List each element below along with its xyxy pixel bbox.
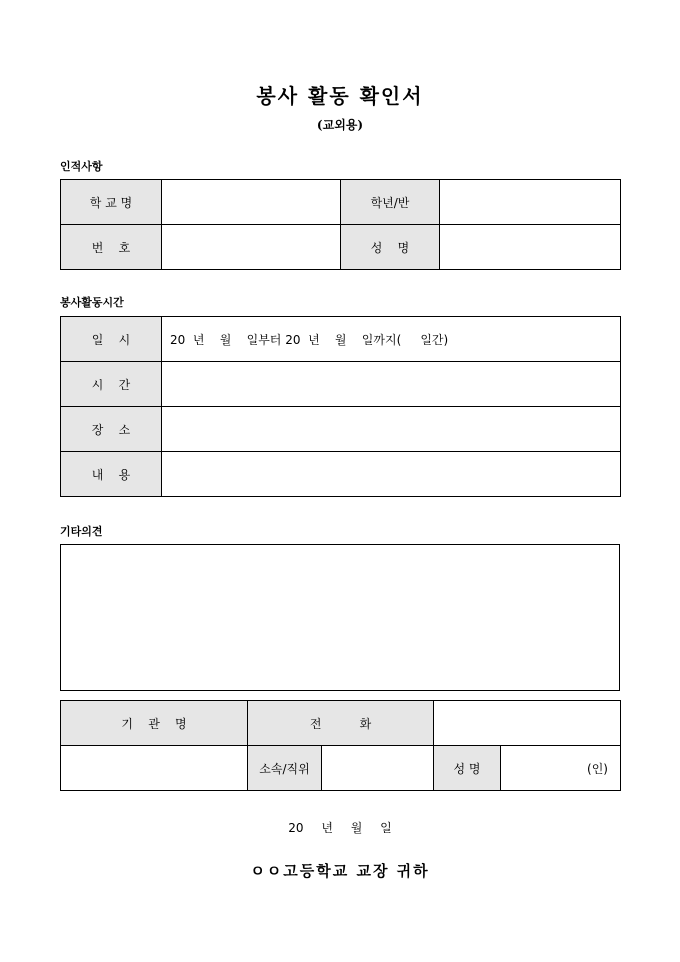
addressee-line: ㅇㅇ고등학교 교장 귀하 xyxy=(250,862,430,880)
signer-name-label: 성 명 xyxy=(434,746,501,791)
dept-position-field[interactable] xyxy=(322,746,434,791)
table-row xyxy=(61,180,621,225)
other-opinion-heading: 기타의견 xyxy=(60,525,103,538)
table-row xyxy=(61,407,621,452)
activity-heading: 봉사활동시간 xyxy=(60,296,124,309)
table-row xyxy=(61,701,621,746)
table-row xyxy=(61,545,620,691)
content-field[interactable] xyxy=(162,452,621,497)
grade-class-label: 학년/반 xyxy=(341,180,440,225)
school-name-field[interactable] xyxy=(162,180,341,225)
org-name-label: 기 관 명 xyxy=(61,701,248,746)
organization-table xyxy=(60,700,621,791)
student-name-field[interactable] xyxy=(440,225,621,270)
other-opinion-table xyxy=(60,544,620,691)
personal-info-heading: 인적사항 xyxy=(60,160,103,173)
phone-field[interactable] xyxy=(434,701,621,746)
table-row xyxy=(61,362,621,407)
org-name-field[interactable] xyxy=(61,746,248,791)
table-row xyxy=(61,225,621,270)
table-row xyxy=(61,452,621,497)
dept-position-label: 소속/직위 xyxy=(248,746,322,791)
seal-field[interactable] xyxy=(501,746,621,791)
table-row xyxy=(61,317,621,362)
datetime-field[interactable]: 20 년 월 일부터 20 년 월 일까지( 일간) xyxy=(162,317,621,362)
issue-date: 20 년 월 일 xyxy=(288,821,392,835)
phone-label: 전 화 xyxy=(248,701,434,746)
student-name-label: 성 명 xyxy=(341,225,440,270)
time-field[interactable] xyxy=(162,362,621,407)
table-row xyxy=(61,746,621,791)
other-opinion-field[interactable] xyxy=(61,545,620,691)
grade-class-field[interactable] xyxy=(440,180,621,225)
student-number-field[interactable] xyxy=(162,225,341,270)
place-field[interactable] xyxy=(162,407,621,452)
activity-table xyxy=(60,316,621,497)
content-label: 내 용 xyxy=(61,452,162,497)
seal-label: (인) xyxy=(587,761,608,776)
document-subtitle: (교외용) xyxy=(316,118,364,132)
personal-info-table xyxy=(60,179,621,270)
place-label: 장 소 xyxy=(61,407,162,452)
student-number-label: 번 호 xyxy=(61,225,162,270)
document-title: 봉사 활동 확인서 xyxy=(256,84,424,108)
school-name-label: 학 교 명 xyxy=(61,180,162,225)
time-label: 시 간 xyxy=(61,362,162,407)
datetime-label: 일 시 xyxy=(61,317,162,362)
